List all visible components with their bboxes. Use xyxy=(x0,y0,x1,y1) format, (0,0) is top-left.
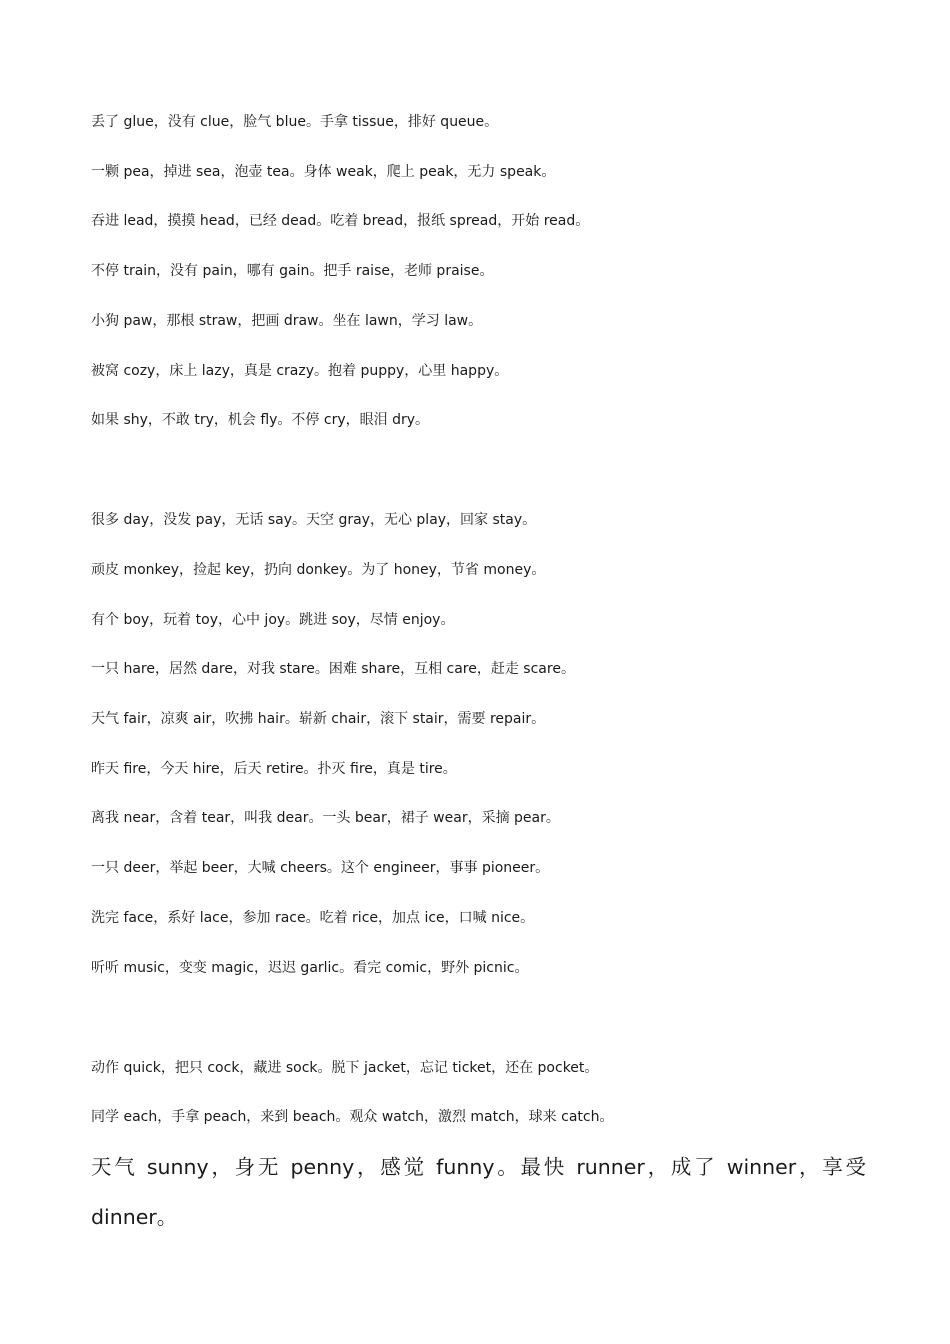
text-line: 很多 day，没发 pay，无话 say。天空 gray，无心 play，回家 stay。 xyxy=(91,512,537,528)
text-line: 小狗 paw，那根 straw，把画 draw。坐在 lawn，学习 law。 xyxy=(91,313,483,329)
text-line: 一只 hare，居然 dare，对我 stare。困难 share，互相 care，赶走 scare。 xyxy=(91,661,575,677)
text-line: 丢了 glue，没有 clue，脸气 blue。手拿 tissue，排好 queue。 xyxy=(91,114,499,130)
text-line: 吞进 lead，摸摸 head，已经 dead。吃着 bread，报纸 spread，开始 read。 xyxy=(91,213,590,229)
text-line: 一颗 pea，掉进 sea，泡壶 tea。身体 weak，爬上 peak，无力 speak。 xyxy=(91,164,556,180)
text-line: 听听 music，变变 magic，迟迟 garlic。看完 comic，野外 picnic。 xyxy=(91,960,529,976)
text-line: 离我 near，含着 tear，叫我 dear。一头 bear，裙子 wear，采摘 pear。 xyxy=(91,810,560,826)
text-line: 昨天 fire，今天 hire，后天 retire。扑灭 fire，真是 tire。 xyxy=(91,761,457,777)
text-line: 有个 boy，玩着 toy，心中 joy。跳进 soy，尽情 enjoy。 xyxy=(91,612,455,628)
text-line: 动作 quick，把只 cock，藏进 sock。脱下 jacket，忘记 ticket，还在 pocket。 xyxy=(91,1060,599,1076)
text-line: 天气 sunny，身无 penny，感觉 funny。最快 runner，成了 winner，享受 dinner。 xyxy=(91,1155,866,1229)
text-line: 不停 train，没有 pain，哪有 gain。把手 raise，老师 praise。 xyxy=(91,263,494,279)
text-line: 一只 deer，举起 beer，大喊 cheers。这个 engineer，事事 pioneer。 xyxy=(91,860,550,876)
text-line: 被窝 cozy，床上 lazy，真是 crazy。抱着 puppy，心里 happy。 xyxy=(91,363,509,379)
text-line: 同学 each，手拿 peach，来到 beach。观众 watch，激烈 match，球来 catch。 xyxy=(91,1109,614,1125)
text-line: 天气 fair，凉爽 air，吹拂 hair。崭新 chair，滚下 stair，需要 repair。 xyxy=(91,711,546,727)
text-line: 如果 shy，不敢 try，机会 fly。不停 cry，眼泪 dry。 xyxy=(91,412,430,428)
text-line: 洗完 face，系好 lace，参加 race。吃着 rice，加点 ice，口喊 nice。 xyxy=(91,910,535,926)
text-line: 顽皮 monkey，捡起 key，扔向 donkey。为了 honey，节省 money。 xyxy=(91,562,546,578)
